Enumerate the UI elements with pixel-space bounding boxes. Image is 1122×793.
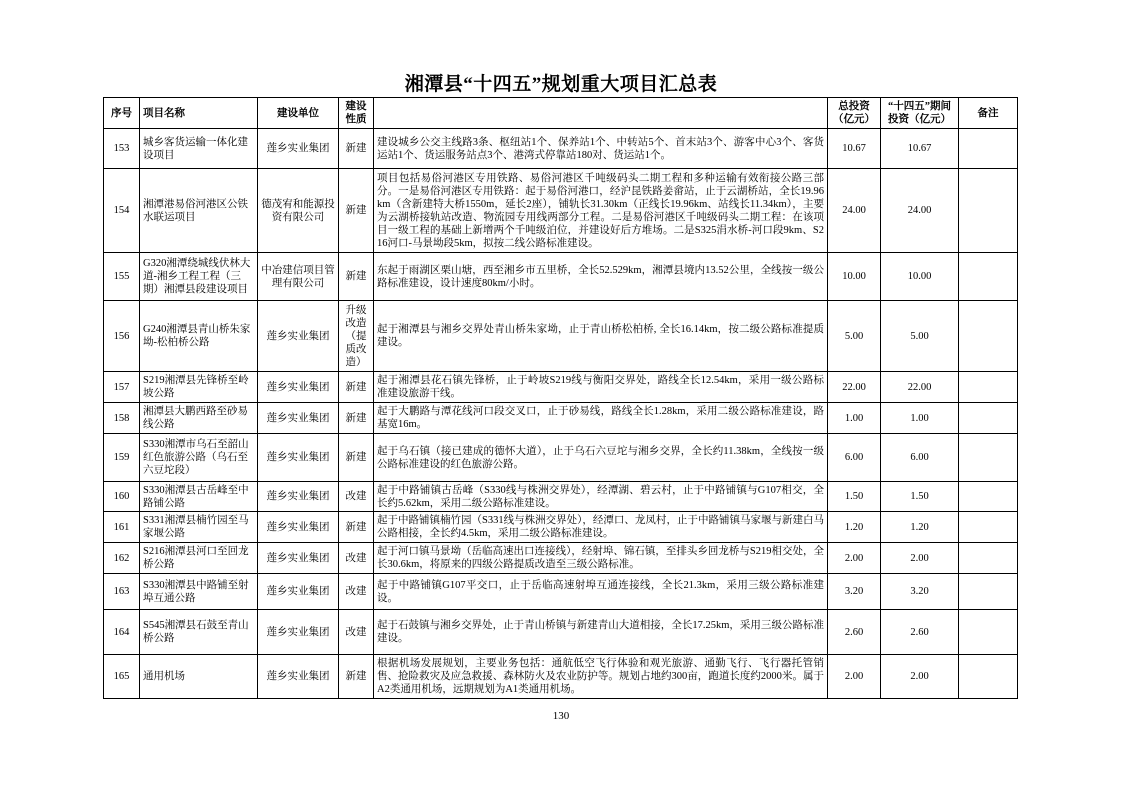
- cell-total-investment: 10.00: [828, 253, 881, 301]
- cell-construction-unit: 莲乡实业集团: [258, 655, 339, 699]
- cell-period-investment: 1.20: [881, 512, 959, 543]
- cell-construction-unit: 中冶建信项目管理有限公司: [258, 253, 339, 301]
- cell-nature: 改建: [339, 482, 374, 512]
- cell-nature: 升级改造（提质改造）: [339, 301, 374, 372]
- cell-description: 起于石鼓镇与湘乡交界处，止于青山桥镇与新建青山大道相接，全长17.25km，采用三级公路标准建设。: [374, 610, 828, 655]
- page-title: 湘潭县“十四五”规划重大项目汇总表: [404, 74, 718, 95]
- cell-index: 157: [104, 372, 140, 403]
- cell-total-investment: 3.20: [828, 574, 881, 610]
- cell-description: 项目包括易俗河港区专用铁路、易俗河港区千吨级码头二期工程和多种运输有效衔接公路三部分。一是易俗河港区专用铁路：起于易俗河港口，经沪昆铁路姜畲站，止于云湖桥站，全长19.96km（含新建特大桥1550m，延长2座），铺轨长31.30km（正线长19.96km、站线长11.34km），主要为云湖桥接轨站改造、物流园专用线两部分工程。二是易俗河港区千吨级码头二期工程：在该项目一级工程的基础上新增两个千吨级泊位，并建设好后方堆场。二是S325涓水桥-河口段9km、S216河口-马景坳段5km，拟按二线公路标准建设。: [374, 169, 828, 253]
- cell-nature: 新建: [339, 403, 374, 434]
- table-row: [104, 574, 1018, 610]
- cell-project-name: S331湘潭县楠竹园至马家堰公路: [140, 512, 258, 543]
- cell-project-name: G320湘潭绕城线伏林大道-湘乡工程工程（三期）湘潭县段建设项目: [140, 253, 258, 301]
- cell-construction-unit: 莲乡实业集团: [258, 301, 339, 372]
- header-project-name: 项目名称: [140, 98, 258, 129]
- cell-period-investment: 10.67: [881, 129, 959, 169]
- cell-period-investment: 6.00: [881, 434, 959, 482]
- cell-project-name: S330湘潭县古岳峰至中路铺公路: [140, 482, 258, 512]
- header-total-investment: 总投资（亿元）: [828, 98, 881, 129]
- table-row: [104, 655, 1018, 699]
- cell-period-investment: 1.00: [881, 403, 959, 434]
- cell-index: 154: [104, 169, 140, 253]
- cell-note: [959, 512, 1018, 543]
- cell-note: [959, 301, 1018, 372]
- cell-description: 起于河口镇马景坳（岳临高速出口连接线），经射埠、锦石镇，至排头乡回龙桥与S219相交处，全长30.6km，将原来的四级公路提质改造至三级公路标准。: [374, 543, 828, 574]
- cell-project-name: G240湘潭县青山桥朱家坳-松柏桥公路: [140, 301, 258, 372]
- cell-total-investment: 2.60: [828, 610, 881, 655]
- cell-index: 163: [104, 574, 140, 610]
- cell-project-name: S219湘潭县先锋桥至岭坡公路: [140, 372, 258, 403]
- cell-nature: 新建: [339, 169, 374, 253]
- cell-nature: 新建: [339, 512, 374, 543]
- cell-nature: 改建: [339, 610, 374, 655]
- table-row: [104, 434, 1018, 482]
- header-index: 序号: [104, 98, 140, 129]
- cell-index: 161: [104, 512, 140, 543]
- header-construction-unit: 建设单位: [258, 98, 339, 129]
- cell-note: [959, 655, 1018, 699]
- cell-total-investment: 6.00: [828, 434, 881, 482]
- cell-index: 160: [104, 482, 140, 512]
- cell-total-investment: 2.00: [828, 543, 881, 574]
- cell-description: 起于中路铺镇古岳峰（S330线与株洲交界处），经潭湖、碧云村，止于中路铺镇与G107相交，全长约5.62km，采用二级公路标准建设。: [374, 482, 828, 512]
- cell-project-name: 城乡客货运输一体化建设项目: [140, 129, 258, 169]
- cell-construction-unit: 莲乡实业集团: [258, 129, 339, 169]
- cell-description: 起于乌石镇（接已建成的德怀大道），止于乌石六豆坨与湘乡交界，全长约11.38km，全线按一级公路标准建设的红色旅游公路。: [374, 434, 828, 482]
- cell-description: 起于湘潭县与湘乡交界处青山桥朱家坳，止于青山桥松柏桥, 全长16.14km，按二级公路标准提质建设。: [374, 301, 828, 372]
- cell-index: 165: [104, 655, 140, 699]
- cell-period-investment: 2.60: [881, 610, 959, 655]
- cell-note: [959, 543, 1018, 574]
- header-description: [374, 98, 828, 129]
- table-row: [104, 610, 1018, 655]
- cell-note: [959, 129, 1018, 169]
- cell-description: 起于中路铺镇G107平交口，止于岳临高速射埠互通连接线，全长21.3km，采用三级公路标准建设。: [374, 574, 828, 610]
- table-row: [104, 403, 1018, 434]
- cell-nature: 改建: [339, 543, 374, 574]
- cell-total-investment: 1.20: [828, 512, 881, 543]
- table-row: [104, 482, 1018, 512]
- cell-description: 起于湘潭县花石镇先锋桥，止于岭坡S219线与衡阳交界处，路线全长12.54km，采用一级公路标准建设旅游干线。: [374, 372, 828, 403]
- cell-project-name: S545湘潭县石鼓至青山桥公路: [140, 610, 258, 655]
- cell-description: 起于中路铺镇楠竹园（S331线与株洲交界处），经潭口、龙凤村，止于中路铺镇马家堰与新建白马公路相接，全长约4.5km，采用二级公路标准建设。: [374, 512, 828, 543]
- table-row: [104, 169, 1018, 253]
- cell-note: [959, 253, 1018, 301]
- cell-construction-unit: 莲乡实业集团: [258, 574, 339, 610]
- cell-nature: 新建: [339, 655, 374, 699]
- cell-period-investment: 22.00: [881, 372, 959, 403]
- header-period-investment: “十四五”期间投资（亿元）: [881, 98, 959, 129]
- cell-total-investment: 1.50: [828, 482, 881, 512]
- cell-project-name: 通用机场: [140, 655, 258, 699]
- cell-description: 起于大鹏路与潭花线河口段交叉口，止于砂易线，路线全长1.28km，采用二级公路标准建设，路基宽16m。: [374, 403, 828, 434]
- cell-nature: 新建: [339, 129, 374, 169]
- cell-period-investment: 5.00: [881, 301, 959, 372]
- table-row: [104, 301, 1018, 372]
- cell-construction-unit: 德茂宥和能源投资有限公司: [258, 169, 339, 253]
- table-header-row: [104, 98, 1018, 129]
- cell-construction-unit: 莲乡实业集团: [258, 543, 339, 574]
- cell-description: 东起于雨湖区栗山塘，西至湘乡市五里桥，全长52.529km，湘潭县境内13.52公里，全线按一级公路标准建设，设计速度80km/小时。: [374, 253, 828, 301]
- cell-total-investment: 2.00: [828, 655, 881, 699]
- cell-note: [959, 482, 1018, 512]
- header-note: 备注: [959, 98, 1018, 129]
- table-row: [104, 543, 1018, 574]
- cell-note: [959, 610, 1018, 655]
- cell-note: [959, 372, 1018, 403]
- cell-construction-unit: 莲乡实业集团: [258, 434, 339, 482]
- cell-project-name: 湘潭港易俗河港区公铁水联运项目: [140, 169, 258, 253]
- cell-note: [959, 169, 1018, 253]
- header-nature: 建设性质: [339, 98, 374, 129]
- cell-description: 建设城乡公交主线路3条、枢纽站1个、保养站1个、中转站5个、首末站3个、游客中心3个、客货运站1个、货运服务站点3个、港湾式停靠站180对、货运站1个。: [374, 129, 828, 169]
- cell-nature: 改建: [339, 574, 374, 610]
- cell-period-investment: 24.00: [881, 169, 959, 253]
- cell-total-investment: 22.00: [828, 372, 881, 403]
- cell-construction-unit: 莲乡实业集团: [258, 372, 339, 403]
- cell-note: [959, 574, 1018, 610]
- cell-description: 根据机场发展规划，主要业务包括：通航低空飞行体验和观光旅游、通勤飞行、飞行器托管销售、抢险救灾及应急救援、森林防火及农业防护等。规划占地约300亩，跑道长度约2000米。属于A2类通用机场，远期规划为A1类通用机场。: [374, 655, 828, 699]
- cell-nature: 新建: [339, 253, 374, 301]
- cell-index: 159: [104, 434, 140, 482]
- cell-index: 153: [104, 129, 140, 169]
- table-row: [104, 129, 1018, 169]
- cell-index: 162: [104, 543, 140, 574]
- cell-period-investment: 2.00: [881, 543, 959, 574]
- cell-index: 156: [104, 301, 140, 372]
- cell-index: 164: [104, 610, 140, 655]
- cell-nature: 新建: [339, 434, 374, 482]
- cell-construction-unit: 莲乡实业集团: [258, 482, 339, 512]
- cell-project-name: S330湘潭市乌石至韶山红色旅游公路（乌石至六豆坨段）: [140, 434, 258, 482]
- cell-construction-unit: 莲乡实业集团: [258, 610, 339, 655]
- cell-project-name: S216湘潭县河口至回龙桥公路: [140, 543, 258, 574]
- cell-nature: 新建: [339, 372, 374, 403]
- cell-index: 158: [104, 403, 140, 434]
- cell-period-investment: 3.20: [881, 574, 959, 610]
- projects-summary-table: [103, 97, 1018, 699]
- cell-period-investment: 2.00: [881, 655, 959, 699]
- cell-construction-unit: 莲乡实业集团: [258, 512, 339, 543]
- cell-index: 155: [104, 253, 140, 301]
- cell-construction-unit: 莲乡实业集团: [258, 403, 339, 434]
- cell-note: [959, 434, 1018, 482]
- cell-period-investment: 1.50: [881, 482, 959, 512]
- cell-total-investment: 1.00: [828, 403, 881, 434]
- cell-note: [959, 403, 1018, 434]
- table-row: [104, 253, 1018, 301]
- cell-project-name: S330湘潭县中路铺至射埠互通公路: [140, 574, 258, 610]
- cell-period-investment: 10.00: [881, 253, 959, 301]
- table-row: [104, 512, 1018, 543]
- cell-total-investment: 10.67: [828, 129, 881, 169]
- cell-total-investment: 5.00: [828, 301, 881, 372]
- page-number: 130: [552, 710, 570, 722]
- table-row: [104, 372, 1018, 403]
- cell-total-investment: 24.00: [828, 169, 881, 253]
- cell-project-name: 湘潭县大鹏西路至砂易线公路: [140, 403, 258, 434]
